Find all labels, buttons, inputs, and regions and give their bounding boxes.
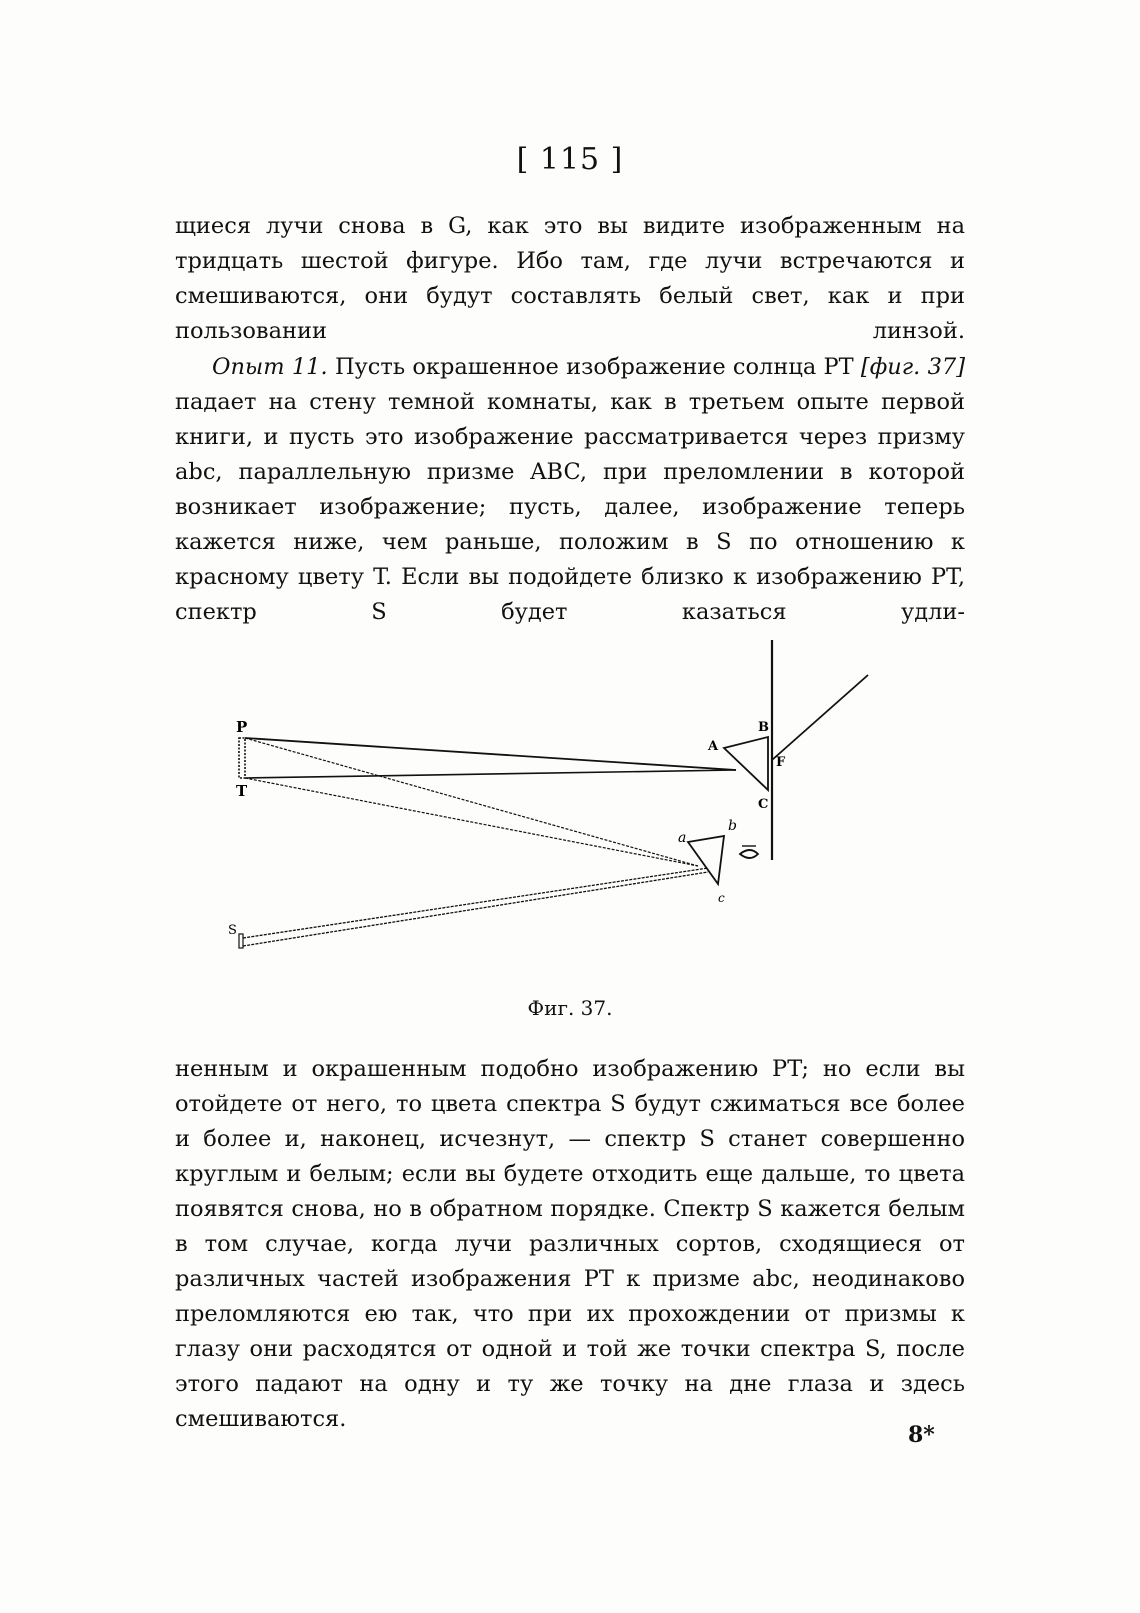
paragraph-continuation-2: ненным и окрашенным подобно изображению PT; но если вы отойдете от него, то цвета спектра S будут сжиматься все более и более и, наконец, исчезнут, — спектр S станет совершенно круглым и белым; если вы будете отходить еще дальше, то цвета появятся снова, но в обратном порядке. Спектр S кажется белым в том случае, когда лучи различных сортов, сходящиеся от различных частей изображения PT к призме abc, неодинаково преломляются ею так, что при их прохождении от призмы к глазу они расходятся от одной и той же точки спектра S, после этого падают на одну и ту же точку на дне глаза и здесь смешиваются.	[175, 1056, 965, 1432]
figure-37	[228, 640, 888, 980]
label-a: a	[678, 830, 687, 846]
experiment-label: Опыт 11.	[212, 354, 328, 380]
spectrum-s	[239, 934, 243, 948]
figure-caption: Фиг. 37.	[527, 996, 613, 1020]
image-pt	[239, 738, 245, 778]
page-number: [ 115 ]	[516, 142, 624, 177]
ray-t-to-abc-small	[245, 778, 698, 866]
label-P: P	[236, 718, 248, 736]
ray-p-to-abc	[245, 738, 736, 770]
paragraph-experiment-11	[175, 350, 965, 630]
label-T: T	[236, 782, 248, 800]
exit-ray	[772, 675, 868, 760]
prism-abc-small	[688, 836, 724, 884]
label-B: B	[758, 720, 769, 735]
spectrum-ray-upper	[243, 868, 708, 938]
experiment-text-b: падает на стену темной комнаты, как в третьем опыте первой книги, и пусть это изображение рассматривается через призму abc, параллельную призме ABC, при преломлении в которой возникает изображение; пусть, далее, изображение теперь кажется ниже, чем раньше, положим в S по отношению к красному цвету T. Если вы подойдете близко к изображению PT, спектр S будет казаться удли-	[175, 389, 965, 625]
label-S: S	[228, 923, 237, 938]
signature-mark: 8*	[908, 1422, 935, 1448]
figure-reference: [фиг. 37]	[860, 354, 966, 380]
label-F: F	[776, 755, 786, 770]
experiment-text-a: Пусть окрашенное изображение солнца PT	[334, 354, 861, 380]
prism-abc-large	[724, 737, 768, 790]
spectrum-ray-lower	[243, 872, 708, 946]
ray-p-to-abc-small	[245, 738, 698, 866]
label-C: C	[758, 797, 769, 812]
label-b: b	[728, 818, 737, 834]
paragraph-continuation: щиеся лучи снова в G, как это вы видите изображенным на тридцать шестой фигуре. Ибо там, где лучи встречаются и смешиваются, они будут составлять белый свет, как и при пользовании линзой.	[175, 213, 965, 344]
ray-t-to-abc	[245, 770, 736, 778]
figure-37-diagram	[228, 640, 888, 980]
eye-icon	[740, 850, 758, 858]
label-A: A	[708, 739, 719, 754]
label-c: c	[718, 891, 725, 905]
